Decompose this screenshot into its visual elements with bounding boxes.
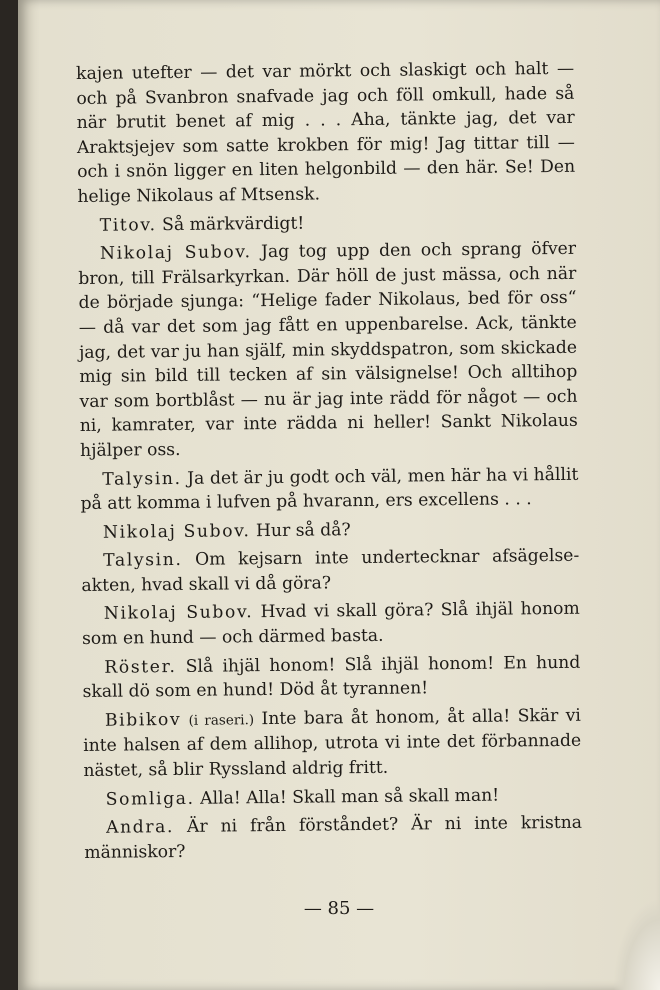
paragraph-4: [80, 462, 578, 516]
speaker-name: Talysin.: [103, 550, 183, 572]
paragraph-9: [83, 704, 582, 784]
speaker-name: Talysin.: [102, 468, 182, 490]
paragraph-5: [81, 515, 579, 545]
book-page: [18, 0, 660, 990]
paragraph-8: [82, 650, 580, 704]
dialogue-text: Så märkvärdigt!: [162, 213, 305, 235]
dialogue-text: kajen utefter — det var mörkt och slaskigt och halt — och på Svanbron snafvade jag och föll omkull, hade så när brutit benet af mig . . . Aha, tänkte jag, det var Araktsjejev som satte krokben för mig! Jag tittar till — och i snön ligger en liten helgonbild — den här. Se! Den helige Nikolaus af Mtsensk.: [76, 58, 576, 207]
dialogue-text: Hvad vi skall göra? Slå ihjäl honom som en hund — och därmed basta.: [81, 599, 580, 650]
paragraph-2: [78, 208, 576, 238]
speaker-name: Titov.: [99, 214, 157, 236]
speaker-name: Röster.: [104, 656, 177, 678]
speaker-name: Nikolaj Subov.: [99, 242, 252, 264]
page-text: [76, 57, 582, 870]
dialogue-text: Hur så då?: [255, 519, 351, 541]
dialogue-text: Inte bara åt honom, åt alla! Skär vi inte halsen af dem allihop, utrota vi inte det förbannade nästet, så blir Ryssland aldrig fritt.: [83, 705, 582, 781]
speaker-name: Somliga.: [105, 788, 195, 810]
paragraph-7: [82, 597, 580, 651]
dialogue-text: Jag tog upp den och sprang öfver bron, till Frälsarkyrkan. Där höll de just mässa, och när de började sjunga: “Helige fader Nikolaus, bed för oss“ — då var det som jag fått en uppenbarelse. Ack, tänkte jag, det var ju han själf, min skyddspatron, som skickade mig sin bild till tecken af sin välsignelse! Och alltihop var som bortblåst — nu är jag inte rädd för något — och ni, kamrater, var inte rädda ni heller! Sankt Nikolaus hjälper oss.: [78, 238, 578, 461]
page-curl: [614, 900, 660, 990]
speaker-name: Bibikov: [104, 709, 182, 731]
dialogue-text: Om kejsarn inte undertecknar afsägelse-akten, hvad skall vi då göra?: [81, 546, 580, 596]
speaker-name: Andra.: [105, 817, 175, 838]
dialogue-text: Slå ihjäl honom! Slå ihjäl honom! En hund skall dö som en hund! Död åt tyrannen!: [82, 652, 581, 703]
dialogue-text: Är ni från förståndet? Är ni inte kristna människor?: [84, 812, 583, 863]
paragraph-1: [76, 57, 576, 210]
speaker-name: Nikolaj Subov.: [103, 602, 254, 625]
paragraph-10: [84, 782, 582, 812]
page-number: — 85 —: [303, 898, 375, 919]
paragraph-3: [78, 237, 578, 464]
dialogue-text: Alla! Alla! Skall man så skall man!: [200, 785, 500, 809]
speaker-name: Nikolaj Subov.: [102, 520, 251, 543]
paragraph-11: [84, 811, 582, 865]
dialogue-text: Ja det är ju godt och väl, men här ha vi hållit på att komma i lufven på hvarann, ers excellens . . .: [80, 464, 579, 515]
paragraph-6: [81, 544, 579, 598]
stage-direction: (i raseri.): [188, 712, 255, 729]
